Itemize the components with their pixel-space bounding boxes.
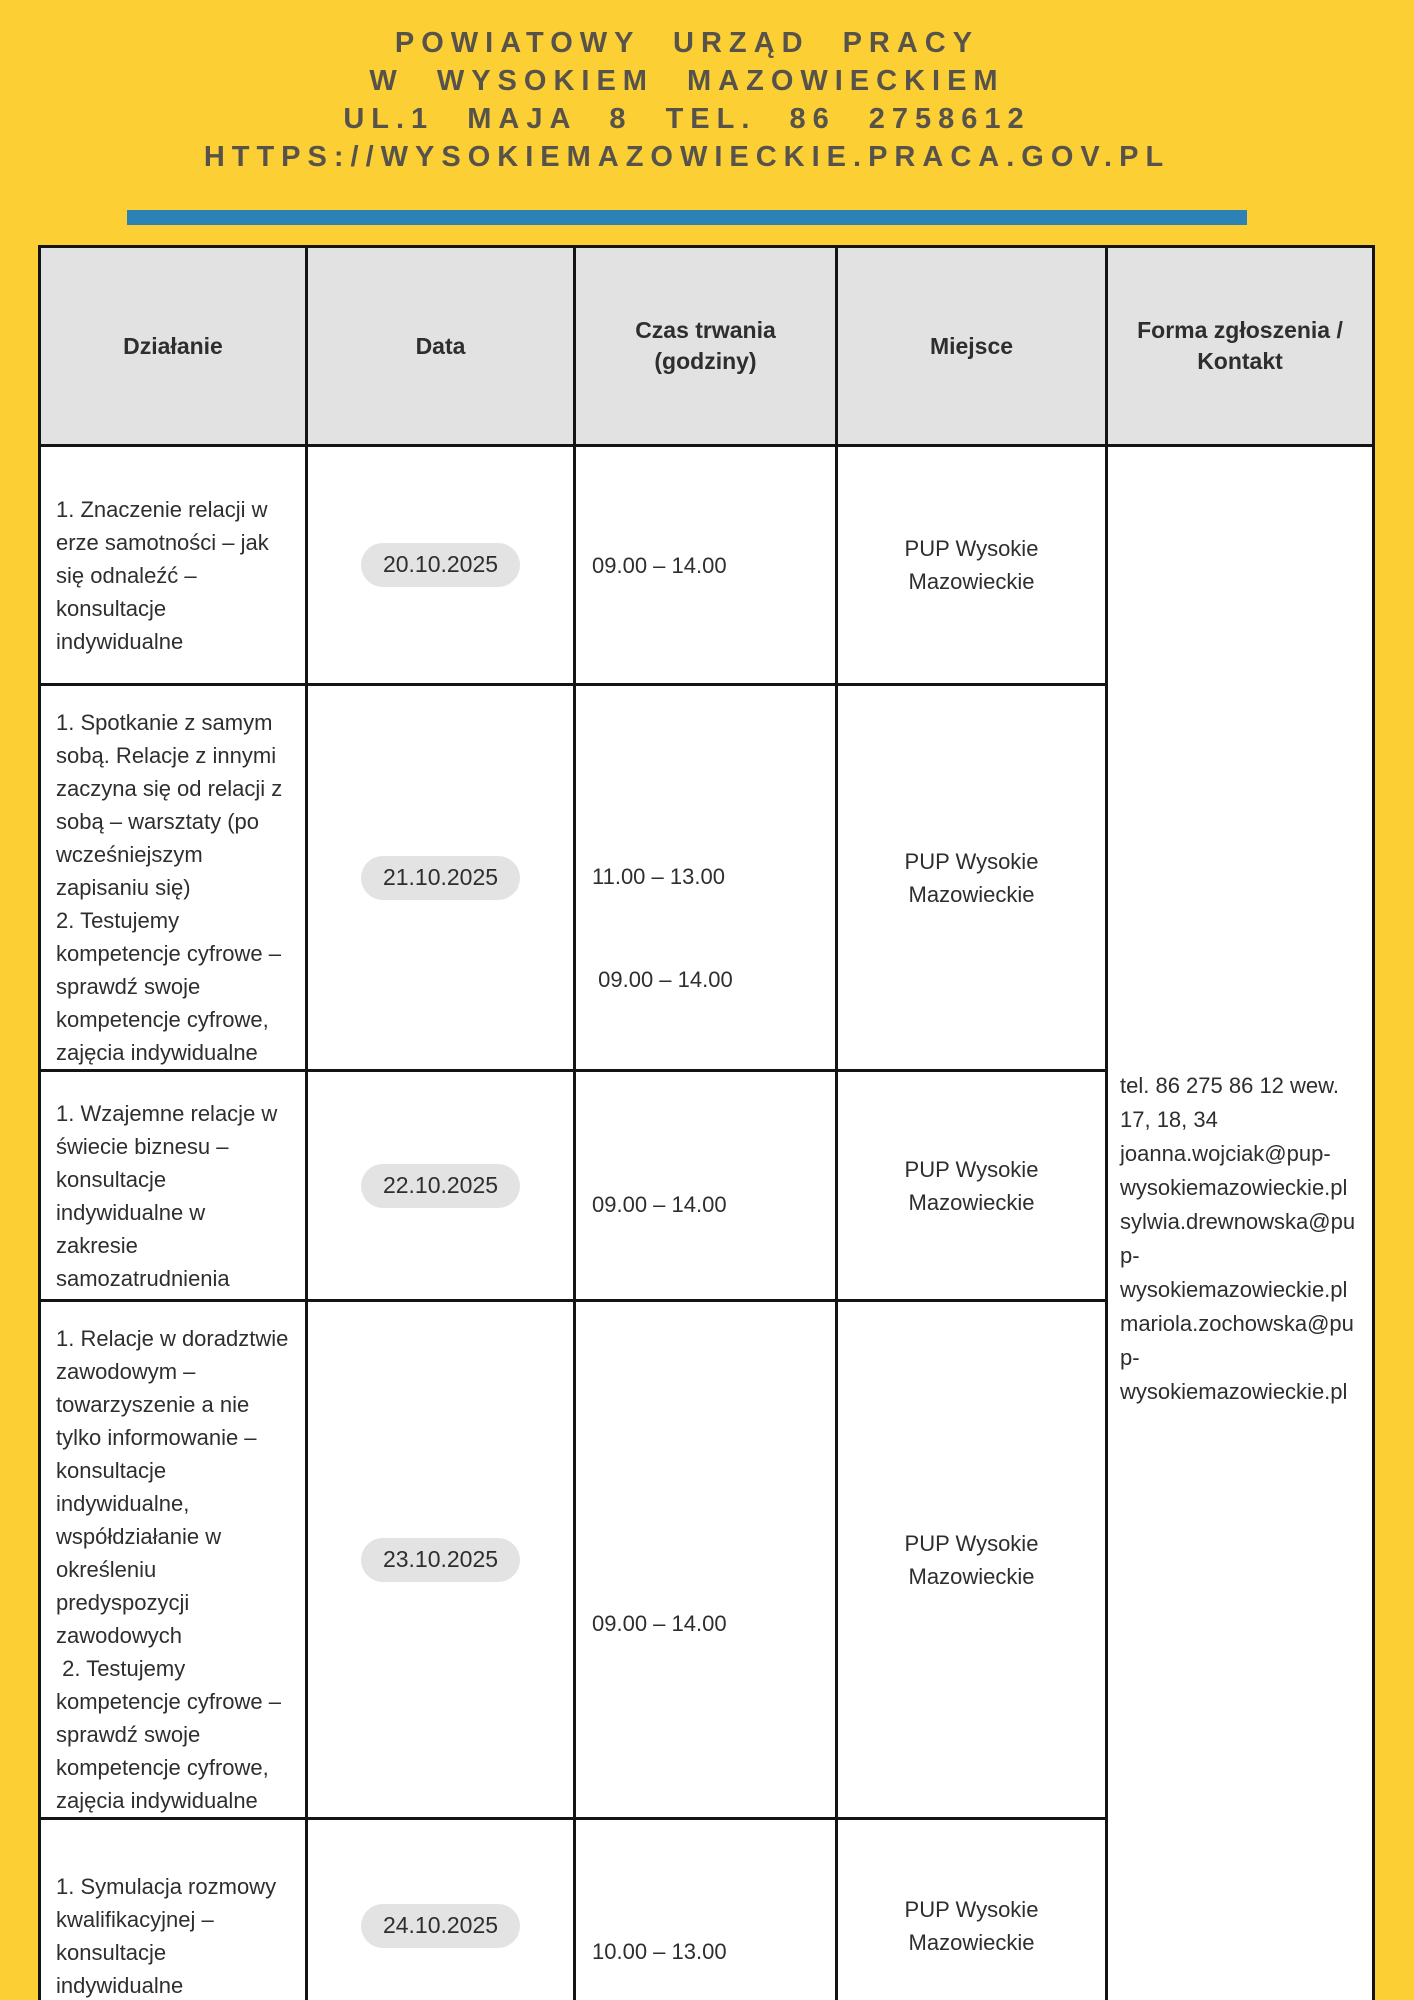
column-header-label: Działanie bbox=[123, 332, 223, 359]
column-header-label: Forma zgłoszenia / bbox=[1137, 317, 1343, 343]
activity-cell bbox=[40, 1071, 307, 1301]
place-cell bbox=[837, 685, 1107, 1071]
column-header-label: (godziny) bbox=[654, 348, 757, 374]
time-value: 09.00 – 14.00 bbox=[592, 1192, 727, 1217]
time-value: 09.00 – 14.00 bbox=[592, 966, 733, 992]
place-text: PUP Wysokie Mazowieckie bbox=[904, 848, 1039, 907]
date-badge: 21.10.2025 bbox=[361, 856, 520, 900]
time-cell bbox=[575, 1819, 837, 2000]
column-header-activity bbox=[40, 247, 307, 446]
office-header bbox=[127, 24, 1247, 176]
activity-text: 1. Wzajemne relacje w świecie biznesu – konsultacje indywidualne w zakresie samozatrudnienia bbox=[56, 1100, 284, 1291]
place-cell bbox=[837, 1071, 1107, 1301]
activity-text: 1. Relacje w doradztwie zawodowym – towarzyszenie a nie tylko informowanie – konsultacje indywidualne, współdziałanie w określeniu predyspozycji zawodowych bbox=[56, 1326, 295, 1648]
date-cell bbox=[307, 1301, 575, 1819]
column-header-date bbox=[307, 247, 575, 446]
activity-cell bbox=[40, 1819, 307, 2000]
column-header-label: Data bbox=[415, 332, 466, 359]
activity-cell bbox=[40, 1301, 307, 1819]
column-header-label: Czas trwania bbox=[635, 317, 776, 343]
time-cell bbox=[575, 1301, 837, 1819]
table-row bbox=[40, 446, 1374, 685]
column-header-duration bbox=[575, 247, 837, 446]
activity-cell bbox=[40, 446, 307, 685]
place-cell bbox=[837, 1819, 1107, 2000]
place-cell bbox=[837, 446, 1107, 685]
date-badge: 20.10.2025 bbox=[361, 543, 520, 587]
activity-text: 2. Testujemy kompetencje cyfrowe – sprawdź swoje kompetencje cyfrowe, zajęcia indywidualne bbox=[56, 908, 288, 1065]
contact-email: joanna.wojciak@pup-wysokiemazowieckie.pl bbox=[1120, 1141, 1348, 1200]
column-header-label: Kontakt bbox=[1197, 348, 1283, 374]
place-text: PUP Wysokie Mazowieckie bbox=[904, 1896, 1039, 1955]
place-text: PUP Wysokie Mazowieckie bbox=[904, 1530, 1039, 1589]
date-cell bbox=[307, 685, 575, 1071]
time-value: 11.00 – 13.00 bbox=[592, 863, 725, 889]
header-line-address-phone: UL.1 MAJA 8 TEL. 86 2758612 bbox=[343, 103, 1031, 135]
contact-email: sylwia.drewnowska@pup-wysokiemazowieckie.pl bbox=[1120, 1209, 1356, 1302]
time-value: 09.00 – 14.00 bbox=[592, 1611, 727, 1636]
time-cell bbox=[575, 1071, 837, 1301]
date-cell bbox=[307, 1071, 575, 1301]
time-value: 10.00 – 13.00 bbox=[592, 1939, 727, 1964]
contact-phone: tel. 86 275 86 12 wew. 17, 18, 34 bbox=[1120, 1073, 1339, 1132]
column-header-place bbox=[837, 247, 1107, 446]
time-cell bbox=[575, 446, 837, 685]
activity-cell bbox=[40, 685, 307, 1071]
date-badge: 24.10.2025 bbox=[361, 1904, 520, 1948]
activity-text: 1. Znaczenie relacji w erze samotności – jak się odnaleźć – konsultacje indywidualne bbox=[56, 496, 275, 654]
schedule-table bbox=[38, 245, 1375, 2000]
contact-email: mariola.zochowska@pup-wysokiemazowieckie.pl bbox=[1120, 1311, 1354, 1404]
activity-text: 1. Spotkanie z samym sobą. Relacje z innymi zaczyna się od relacji z sobą – warsztaty (po wcześniejszym zapisaniu się) bbox=[56, 710, 289, 900]
divider-line bbox=[127, 210, 1247, 225]
header-line-website: HTTPS://WYSOKIEMAZOWIECKIE.PRACA.GOV.PL bbox=[203, 141, 1171, 173]
date-cell bbox=[307, 1819, 575, 2000]
place-text: PUP Wysokie Mazowieckie bbox=[904, 536, 1039, 594]
date-badge: 22.10.2025 bbox=[361, 1164, 520, 1208]
date-badge: 23.10.2025 bbox=[361, 1538, 520, 1582]
date-cell bbox=[307, 446, 575, 685]
column-header-label: Miejsce bbox=[929, 332, 1014, 359]
table-header-row bbox=[40, 247, 1374, 446]
activity-text: 1. Symulacja rozmowy kwalifikacyjnej – konsultacje indywidualne bbox=[56, 1873, 283, 1998]
time-value: 09.00 – 14.00 bbox=[592, 552, 727, 578]
time-cell bbox=[575, 685, 837, 1071]
place-text: PUP Wysokie Mazowieckie bbox=[904, 1156, 1039, 1215]
activity-text: 2. Testujemy kompetencje cyfrowe – sprawdź swoje kompetencje cyfrowe, zajęcia indywidualne bbox=[56, 1656, 288, 1813]
header-line-office-name: POWIATOWY URZĄD PRACY bbox=[394, 27, 980, 59]
place-cell bbox=[837, 1301, 1107, 1819]
column-header-contact bbox=[1107, 247, 1374, 446]
header-line-city: W WYSOKIEM MAZOWIECKIEM bbox=[369, 65, 1005, 97]
contact-cell bbox=[1107, 446, 1374, 2000]
